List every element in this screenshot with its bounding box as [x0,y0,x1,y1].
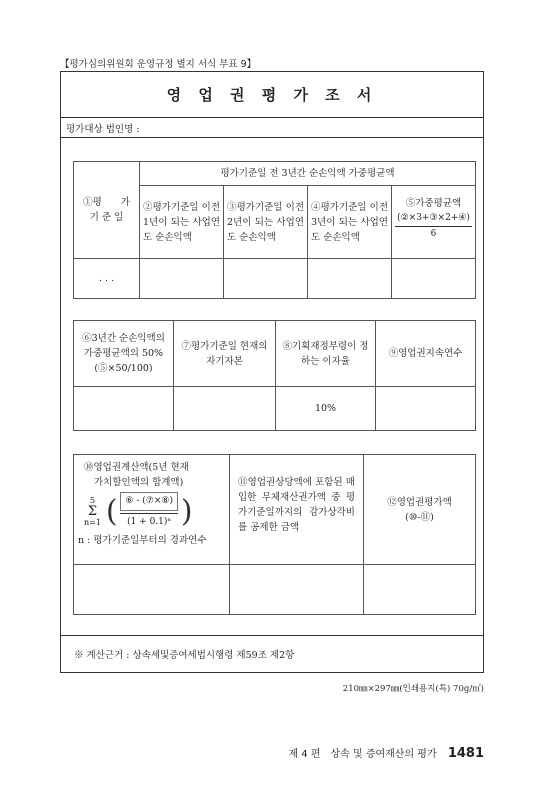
year3-profit-header: ④평가기준일 이전 3년이 되는 사업연도 순손익액 [308,186,392,259]
goodwill-calculation-formula [84,492,226,531]
interest-rate-header: ⑧기획재정부령이 정하는 이자율 [276,321,376,387]
form-label: 【평가심의위원회 운영규정 별지 서식 부표 9】 [60,59,257,70]
weighted-average-numerator: (②×3+③×2+④) [395,211,472,227]
goodwill-calculation-value[interactable] [74,565,230,615]
intangible-asset-value[interactable] [230,565,364,615]
page-section: 제 4 편 상속 및 증여재산의 평가 [288,749,437,760]
right-paren-icon: ) [180,493,193,529]
discount-fraction [120,492,178,531]
goodwill-duration-header: ⑨영업권지속연수 [376,321,476,387]
goodwill-calculation-header [74,455,230,565]
left-paren-icon: ( [105,493,118,529]
year2-profit-header: ③평가기준일 이전 2년이 되는 사업연도 순손익액 [224,186,308,259]
target-company-row [60,118,484,138]
sigma-symbol: Σ [87,504,98,519]
summation-lower: n=1 [84,518,101,527]
calculation-basis: ※ 계산근거 : 상속세및증여세법시행령 제59조 제2항 [74,650,295,661]
half-weighted-average-value[interactable] [74,387,174,431]
weighted-average-formula [395,211,472,242]
weighted-average-header [392,186,476,259]
summation-symbol [84,496,101,527]
paper-spec: 210㎜×297㎜(인쇄용지(특) 70g/㎡) [342,684,484,694]
form-title-row [60,71,484,118]
discount-numerator: ⑥ - (⑦×⑧) [120,492,178,511]
half-weighted-average-header: ⑥3년간 순손익액의 가중평균액의 50% (⑤×50/100) [74,321,174,387]
year1-profit-header: ②평가기준일 이전 1년이 되는 사업연도 순손익액 [140,186,224,259]
intangible-asset-header: ⑪영업권상당액에 포함된 매입한 무체재산권가액 중 평가기준일까지의 감가상각비를 공제한 금액 [230,455,364,565]
year1-profit-value[interactable] [140,259,224,299]
weighted-average-table [73,161,476,299]
target-company-label: 평가대상 법인명 : [66,124,140,135]
weighted-average-group-header: 평가기준일 전 3년간 순손익액 가중평균액 [140,162,476,186]
goodwill-valuation-header: ⑫영업권평가액 (⑩-⑪) [364,455,476,565]
equity-capital-value[interactable] [174,387,276,431]
valuation-date-header: ①평 가 기 준 일 [74,162,140,259]
form-title: 영 업 권 평 가 조 서 [166,85,378,104]
goodwill-calculation-title-line2: 가치할인액의 합계액) [94,477,184,488]
goodwill-parameters-table [73,320,476,431]
goodwill-valuation-table [73,454,476,615]
weighted-average-denominator: 6 [430,229,437,239]
equity-capital-header: ⑦평가기준일 현재의 자기자본 [174,321,276,387]
page-number: 1481 [447,746,484,761]
summation-upper: 5 [89,496,96,505]
elapsed-years-note: n : 평가기준일부터의 경과연수 [78,535,207,546]
weighted-average-label: ⑤가중평균액 [405,198,462,209]
year2-profit-value[interactable] [224,259,308,299]
interest-rate-value[interactable]: 10% [276,387,376,431]
valuation-date-value[interactable]: . . . [74,259,140,299]
year3-profit-value[interactable] [308,259,392,299]
goodwill-calculation-title-line1: ⑩영업권계산액(5년 현재 [84,462,189,473]
weighted-average-value[interactable] [392,259,476,299]
calculation-basis-row [60,635,484,673]
goodwill-valuation-value[interactable] [364,565,476,615]
page-footer [288,745,484,761]
discount-denominator: (1 + 0.1)ⁿ [120,513,178,531]
goodwill-duration-value[interactable] [376,387,476,431]
